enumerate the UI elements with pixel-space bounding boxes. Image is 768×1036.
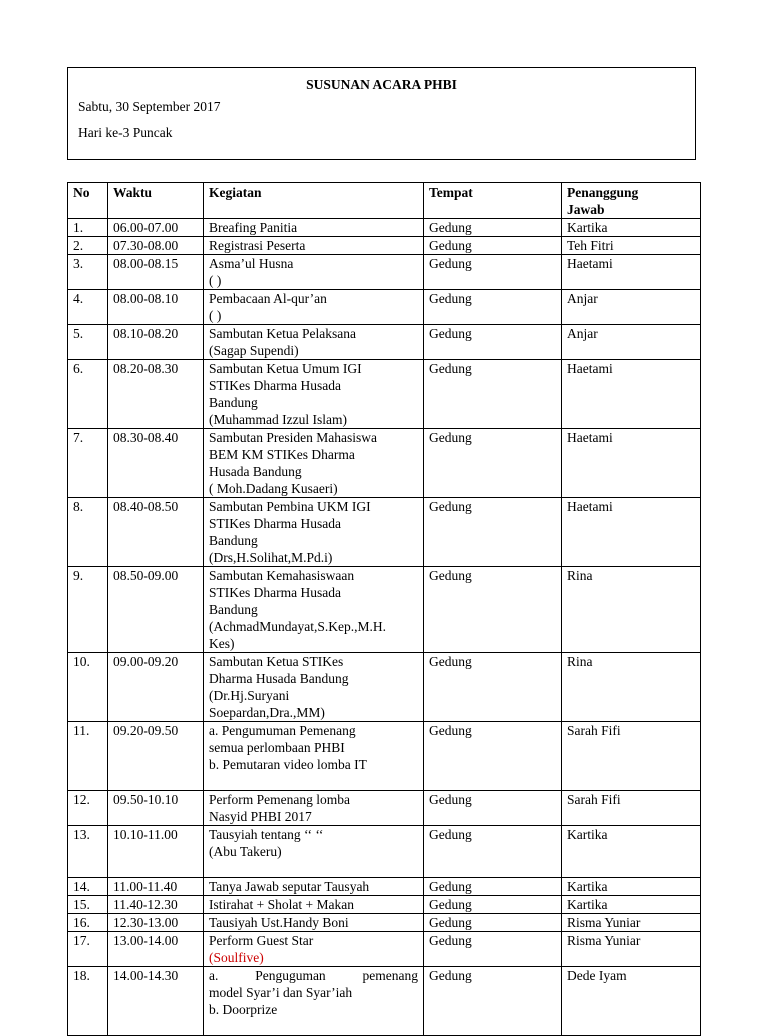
- row-person-in-charge: Risma Yuniar: [562, 914, 701, 932]
- activity-line: a. Pengumuman Pemenang: [209, 723, 356, 738]
- row-time: 09.20-09.50: [108, 722, 204, 791]
- row-person-in-charge: Haetami: [562, 429, 701, 498]
- activity-line: (AchmadMundayat,S.Kep.,M.H.: [209, 619, 386, 634]
- row-activity: [204, 325, 424, 360]
- row-number: 10.: [68, 653, 108, 722]
- activity-line: Registrasi Peserta: [209, 238, 306, 253]
- header-pj-line2: Jawab: [567, 202, 605, 217]
- row-activity: [204, 932, 424, 967]
- activity-line: Asma’ul Husna: [209, 256, 294, 271]
- event-day: Hari ke-3 Puncak: [78, 125, 173, 140]
- activity-line: Istirahat + Sholat + Makan: [209, 897, 354, 912]
- row-activity: [204, 567, 424, 653]
- row-activity: [204, 237, 424, 255]
- row-activity: [204, 219, 424, 237]
- row-activity: [204, 360, 424, 429]
- row-activity: [204, 791, 424, 826]
- row-person-in-charge: Kartika: [562, 896, 701, 914]
- activity-line: Sambutan Ketua Pelaksana: [209, 326, 356, 341]
- row-time: 08.30-08.40: [108, 429, 204, 498]
- row-person-in-charge: Kartika: [562, 878, 701, 896]
- row-place: Gedung: [424, 932, 562, 967]
- row-place: Gedung: [424, 914, 562, 932]
- table-row: [68, 878, 701, 896]
- row-place: Gedung: [424, 429, 562, 498]
- row-place: Gedung: [424, 826, 562, 878]
- row-time: 14.00-14.30: [108, 967, 204, 1036]
- header-penanggung-jawab: [562, 183, 701, 219]
- row-person-in-charge: Kartika: [562, 826, 701, 878]
- row-place: Gedung: [424, 967, 562, 1036]
- row-time: 07.30-08.00: [108, 237, 204, 255]
- activity-line: Bandung: [209, 602, 258, 617]
- header-tempat: Tempat: [424, 183, 562, 219]
- row-person-in-charge: Haetami: [562, 255, 701, 290]
- header-pj-line1: Penanggung: [567, 185, 639, 200]
- event-date: Sabtu, 30 September 2017: [78, 99, 221, 114]
- row-number: 12.: [68, 791, 108, 826]
- table-row: [68, 325, 701, 360]
- table-row: [68, 791, 701, 826]
- row-person-in-charge: Haetami: [562, 498, 701, 567]
- row-place: Gedung: [424, 878, 562, 896]
- row-time: 08.50-09.00: [108, 567, 204, 653]
- activity-line: model Syar’i dan Syar’iah: [209, 985, 353, 1000]
- row-time: 08.40-08.50: [108, 498, 204, 567]
- row-number: 4.: [68, 290, 108, 325]
- row-place: Gedung: [424, 360, 562, 429]
- row-activity: [204, 826, 424, 878]
- activity-line: Dharma Husada Bandung: [209, 671, 349, 686]
- activity-line: Tausyiah tentang ‘‘ ‘‘: [209, 827, 324, 842]
- row-place: Gedung: [424, 498, 562, 567]
- row-person-in-charge: Rina: [562, 653, 701, 722]
- row-time: 08.00-08.10: [108, 290, 204, 325]
- activity-line: ( Moh.Dadang Kusaeri): [209, 481, 338, 496]
- row-time: 08.20-08.30: [108, 360, 204, 429]
- activity-line: Sambutan Ketua Umum IGI: [209, 361, 362, 376]
- table-row: [68, 290, 701, 325]
- activity-line: [209, 1018, 418, 1035]
- activity-line: Breafing Panitia: [209, 220, 298, 235]
- table-row: [68, 255, 701, 290]
- activity-line: b. Pemutaran video lomba IT: [209, 757, 367, 772]
- row-number: 11.: [68, 722, 108, 791]
- table-row: [68, 653, 701, 722]
- row-person-in-charge: Dede Iyam: [562, 967, 701, 1036]
- activity-word: Penguguman: [255, 968, 326, 983]
- row-number: 14.: [68, 878, 108, 896]
- row-person-in-charge: Kartika: [562, 219, 701, 237]
- row-place: Gedung: [424, 567, 562, 653]
- header-kegiatan: Kegiatan: [204, 183, 424, 219]
- row-person-in-charge: Sarah Fifi: [562, 791, 701, 826]
- row-place: Gedung: [424, 722, 562, 791]
- row-number: 3.: [68, 255, 108, 290]
- row-number: 18.: [68, 967, 108, 1036]
- table-row: [68, 826, 701, 878]
- row-activity: [204, 722, 424, 791]
- row-place: Gedung: [424, 237, 562, 255]
- row-number: 15.: [68, 896, 108, 914]
- row-number: 2.: [68, 237, 108, 255]
- activity-line: ( ): [209, 273, 222, 288]
- row-place: Gedung: [424, 653, 562, 722]
- table-row: [68, 722, 701, 791]
- row-person-in-charge: Rina: [562, 567, 701, 653]
- row-time: 12.30-13.00: [108, 914, 204, 932]
- activity-word: a.: [209, 968, 219, 983]
- table-row: [68, 498, 701, 567]
- row-person-in-charge: Anjar: [562, 325, 701, 360]
- header-waktu: Waktu: [108, 183, 204, 219]
- activity-word: pemenang: [362, 968, 418, 983]
- schedule-table: [67, 182, 701, 1036]
- activity-line: (Muhammad Izzul Islam): [209, 412, 347, 427]
- activity-line: STIKes Dharma Husada: [209, 516, 341, 531]
- header-no: No: [68, 183, 108, 219]
- activity-line: STIKes Dharma Husada: [209, 585, 341, 600]
- activity-line: (Sagap Supendi): [209, 343, 299, 358]
- row-number: 13.: [68, 826, 108, 878]
- activity-line: Kes): [209, 636, 235, 651]
- row-time: 11.40-12.30: [108, 896, 204, 914]
- row-time: 08.10-08.20: [108, 325, 204, 360]
- table-row: [68, 896, 701, 914]
- activity-line: (Drs,H.Solihat,M.Pd.i): [209, 550, 333, 565]
- activity-line: Sambutan Presiden Mahasiswa: [209, 430, 377, 445]
- activity-line: Perform Guest Star: [209, 933, 314, 948]
- row-number: 17.: [68, 932, 108, 967]
- activity-line: [209, 773, 418, 790]
- schedule-body: [68, 219, 701, 1036]
- activity-line: Tausiyah Ust.Handy Boni: [209, 915, 349, 930]
- row-time: 09.00-09.20: [108, 653, 204, 722]
- activity-line: Sambutan Kemahasiswaan: [209, 568, 355, 583]
- row-number: 1.: [68, 219, 108, 237]
- activity-line: Sambutan Pembina UKM IGI: [209, 499, 371, 514]
- activity-line: (Abu Takeru): [209, 844, 282, 859]
- activity-line: Bandung: [209, 395, 258, 410]
- row-person-in-charge: Sarah Fifi: [562, 722, 701, 791]
- activity-line: STIKes Dharma Husada: [209, 378, 341, 393]
- activity-line: Sambutan Ketua STIKes: [209, 654, 344, 669]
- header-box: [67, 67, 696, 160]
- table-row: [68, 914, 701, 932]
- row-person-in-charge: Teh Fitri: [562, 237, 701, 255]
- table-row: [68, 967, 701, 1036]
- table-row: [68, 219, 701, 237]
- row-place: Gedung: [424, 325, 562, 360]
- row-number: 7.: [68, 429, 108, 498]
- row-activity: [204, 498, 424, 567]
- table-row: [68, 567, 701, 653]
- row-activity: [204, 914, 424, 932]
- table-row: [68, 932, 701, 967]
- row-activity: [204, 878, 424, 896]
- row-time: 08.00-08.15: [108, 255, 204, 290]
- activity-line: Soepardan,Dra.,MM): [209, 705, 325, 720]
- row-time: 11.00-11.40: [108, 878, 204, 896]
- row-person-in-charge: Risma Yuniar: [562, 932, 701, 967]
- table-header-row: [68, 183, 701, 219]
- row-number: 16.: [68, 914, 108, 932]
- row-person-in-charge: Haetami: [562, 360, 701, 429]
- row-activity: [204, 255, 424, 290]
- activity-line: Husada Bandung: [209, 464, 302, 479]
- table-row: [68, 237, 701, 255]
- activity-line: [209, 860, 418, 877]
- row-activity: [204, 653, 424, 722]
- row-place: Gedung: [424, 896, 562, 914]
- activity-line: BEM KM STIKes Dharma: [209, 447, 355, 462]
- row-place: Gedung: [424, 219, 562, 237]
- row-number: 5.: [68, 325, 108, 360]
- row-person-in-charge: Anjar: [562, 290, 701, 325]
- row-time: 10.10-11.00: [108, 826, 204, 878]
- row-time: 09.50-10.10: [108, 791, 204, 826]
- row-time: 13.00-14.00: [108, 932, 204, 967]
- activity-line: Perform Pemenang lomba: [209, 792, 350, 807]
- row-place: Gedung: [424, 791, 562, 826]
- activity-line: ( ): [209, 308, 222, 323]
- row-number: 8.: [68, 498, 108, 567]
- document-title: SUSUNAN ACARA PHBI: [306, 77, 457, 92]
- row-activity: [204, 290, 424, 325]
- row-number: 9.: [68, 567, 108, 653]
- activity-justified-line: [209, 967, 418, 984]
- row-number: 6.: [68, 360, 108, 429]
- activity-line: b. Doorprize: [209, 1002, 278, 1017]
- activity-line: (Dr.Hj.Suryani: [209, 688, 290, 703]
- activity-line: Tanya Jawab seputar Tausyah: [209, 879, 370, 894]
- activity-line: Nasyid PHBI 2017: [209, 809, 312, 824]
- activity-line: Bandung: [209, 533, 258, 548]
- activity-line: Pembacaan Al-qur’an: [209, 291, 327, 306]
- activity-line: semua perlombaan PHBI: [209, 740, 345, 755]
- table-row: [68, 360, 701, 429]
- row-activity: [204, 967, 424, 1036]
- guest-star-name: (Soulfive): [209, 950, 264, 965]
- row-place: Gedung: [424, 255, 562, 290]
- row-activity: [204, 896, 424, 914]
- row-time: 06.00-07.00: [108, 219, 204, 237]
- table-row: [68, 429, 701, 498]
- row-place: Gedung: [424, 290, 562, 325]
- row-activity: [204, 429, 424, 498]
